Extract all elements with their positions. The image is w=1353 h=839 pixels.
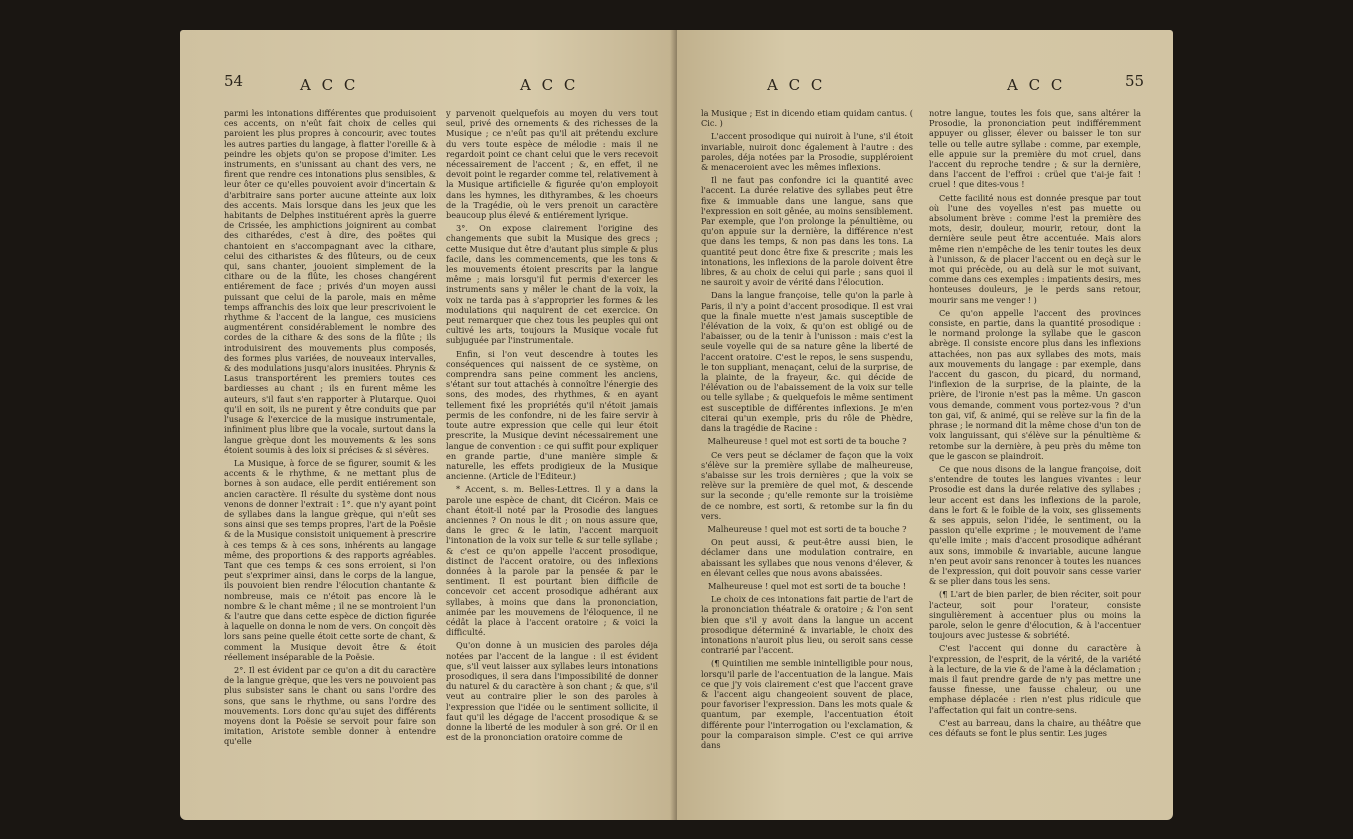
paragraph: parmi les intonations différentes que produisoient ces accents, on n'eût fait choix de celles qui paroient les plus propres à concourir, avec toutes les autres parties du langage, à flatter l'oreille & à peindre les objets qu'on se propose d'imiter. Les instruments, en s'unissant au chant des vers, ne firent que rendre ces intonations plus sensibles, & leur ôter ce qu'elles pouvoient avoir d'incertain & d'arbitraire sans porter aucune atteinte aux loix des accents. Mais lorsque dans les jeux que les habitants de Delphes instituérent après la guerre de Crissée, les amphictions joignirent au combat des citharédes, c'est à dire, des poëtes qui chantoient en s'accompagnant avec la cithare, celui des citharistes & des flûteurs, ou de ceux qui, sans chanter, jouoient simplement de la cithare ou de la flûte, les choses changérent entiérement de face ; privés d'un moyen aussi puissant que celui de la parole, mais en même temps affranchis des loix que leur prescrivoient le rhythme & l'accent de la langue, ces musiciens augmentérent considérablement le nombre des cordes de la cithare & des sons de la flûte ; ils introduisirent des mouvements plus composés, des formes plus variées, de nouveaux intervalles, & des modulations jusqu'alors inusitées. Phrynis & Lasus transportérent les premiers toutes ces bardiesses au chant ; ils en furent même les auteurs, s'il faut s'en rapporter à Plutarque. Quoi qu'il en soit, ils ne purent y être conduits que par l'usage & l'exercice de la musique instrumentale, infiniment plus libre que la vocale, surtout dans la langue grèque dont les mouvements & les sons étoient soumis à des loix si précises & si sévères. [224, 108, 436, 455]
paragraph: la Musique ; Est in dicendo etiam quidam cantus. ( Cic. ) [701, 108, 913, 129]
paragraph: notre langue, toutes les fois que, sans altérer la Prosodie, la prononciation peut indifféremment appuyer ou glisser, élever ou baisser le ton sur telle ou telle autre syllabe : comme, par exemple, elle appuie sur la première du mot cruel, dans l'accent du reproche tendre ; & sur la dernière, dans l'accent de l'effroi : crüel que t'ai-je fait ! cruel ! que dites-vous ! [929, 108, 1141, 190]
paragraph: Enfin, si l'on veut descendre à toutes les conséquences qui naissent de ce système, on comprendra sans peine comment les anciens, s'étant sur tout attachés à connoître l'énergie des sons, des modes, des rhythmes, & en ayant tellement fixé les propriétés qu'il n'étoit jamais permis de les confondre, ni de les faire servir à toute autre expression que celle qui leur étoit prescrite, la Musique devint nécessairement une langue de convention : ce qui suffit pour expliquer en grande partie, d'une manière simple & naturelle, les effets prodigieux de la Musique ancienne. (Article de l'Editeur.) [446, 348, 658, 482]
paragraph: Dans la langue françoise, telle qu'on la parle à Paris, il n'y a point d'accent prosodique. Il est vrai que la finale muette n'est jamais susceptible de l'élévation de la voix, & qu'on est obligé ou de l'abaisser, ou de la tenir à l'unisson : mais c'est la seule voyelle qui de sa nature gêne la liberté de l'accent oratoire. C'est le repos, le sens suspendu, le ton suppliant, menaçant, celui de la surprise, de la plainte, de la frayeur, &c. qui décide de l'élévation ou de l'abaissement de la voix sur telle ou telle syllabe ; & quelquefois le même sentiment est susceptible de différentes inflexions. Je m'en citerai qu'un exemple, pris du rôle de Phèdre, dans la tragédie de Racine : [701, 290, 913, 434]
text-column-1 [701, 108, 913, 808]
running-head: A C C [520, 76, 579, 94]
text-column-2 [929, 108, 1141, 808]
paragraph: L'accent prosodique qui nuiroit à l'une, s'il étoit invariable, nuiroit donc également à l'autre : des paroles, déja notées par la Prosodie, suppléroient & menaceroient avec les mêmes inflexions. [701, 131, 913, 173]
paragraph: La Musique, à force de se figurer, soumit & les accents & le rhythme, & ne mettant plus de bornes à son audace, elle perdit entiérement son ancien caractère. Il résulte du système dont nous venons de donner l'extrait : 1°. que n'y ayant point de syllabes dans la langue grèque, qui n'eût ses sons ainsi que ses temps propres, l'art de la Poësie & de la Musique consistoit uniquement à prescrire à ces temps & à ces sons, inhérents au langage même, des proportions & des rapports agréables. Tant que ces temps & ces sons erroient, si l'on peut s'exprimer ainsi, dans le corps de la langue, ils pouvoient bien rendre l'élocution chantante & nombreuse, mais ce n'étoit pas encore là le nombre & le chant même ; il ne se montroient l'un & l'autre que dans cette espèce de diction figurée à laquelle on donna le nom de vers. On conçoit dès lors sans peine quelle étoit cette sorte de chant, & comment la Musique devoit être & étoit réellement inséparable de la Poësie. [224, 457, 436, 662]
paragraph: Cette facilité nous est donnée presque par tout où l'une des voyelles n'est pas muette ou absolument brève : comme l'est la première des mots, desir, douleur, mourir, retour, dont la dernière seule peut être accentuée. Mais alors même rien n'empêche de les tenir toutes les deux à l'unisson, & de placer l'accent ou en deçà sur le mot qui précède, ou au delà sur le mot suivant, comme dans ces exemples : impatients desirs, mes honteuses douleurs, je le perds sans retour, mourir sans me venger ! ) [929, 192, 1141, 305]
paragraph: y parvenoit quelquefois au moyen du vers tout seul, privé des ornements & des richesses de la Musique ; ce n'eût pas qu'il ait prétendu exclure du vers toute espèce de mélodie : mais il ne regardoit point ce chant celui que le vers recevoit nécessairement de l'accent ; &, en effet, il ne devoit point le regarder comme tel, relativement à la Musique artificielle & figurée qu'on employoit dans les hymnes, les dithyrambes, & les choeurs de la Tragédie, où le vers prenoit un caractère beaucoup plus élevé & entiérement lyrique. [446, 108, 658, 221]
paragraph: C'est l'accent qui donne du caractère à l'expression, de l'esprit, de la vérité, de la variété à la lecture, de la vie & de l'ame à la déclamation ; mais il faut prendre garde de n'y pas mettre une fausse finesse, une fausse chaleur, ou une emphase déplacée : rien n'est plus ridicule que l'affectation qui fait un contre-sens. [929, 643, 1141, 715]
running-head: A C C [767, 76, 826, 94]
right-page [677, 30, 1173, 820]
text-column-2 [446, 108, 658, 808]
running-head: A C C [1007, 76, 1066, 94]
paragraph: Ce qu'on appelle l'accent des provinces consiste, en partie, dans la quantité prosodique : le normand prolonge la syllabe que le gascon abrège. Il consiste encore plus dans les inflexions attachées, non pas aux syllabes des mots, mais aux mouvements du langage : par exemple, dans l'accent du gascon, du picard, du normand, l'inflexion de la surprise, de la plainte, de la prière, de l'ironie n'est pas la même. Un gascon vous demande, comment vous portez-vous ? d'un ton gai, vif, & animé, qui se relève sur la fin de la phrase ; le normand dit la même chose d'un ton de voix languissant, qui s'élève sur la pénultième & retombe sur la dernière, à peu près du même ton que le gascon se plaindroit. [929, 307, 1141, 461]
paragraph: (¶ Quintilien me semble inintelligible pour nous, lorsqu'il parle de l'accentuation de la langue. Mais ce que j'y vois clairement c'est que l'accent grave & l'accent aigu changeoient souvent de place, pour favoriser l'expression. Dans les mots quale & quantum, par exemple, l'accentuation étoit différente pour l'interrogation ou l'exclamation, & pour la comparaison simple. C'est ce qui arrive dans [701, 658, 913, 750]
paragraph: (¶ L'art de bien parler, de bien réciter, soit pour l'acteur, soit pour l'orateur, consiste singulièrement à accentuer plus ou moins la parole, selon le genre d'élocution, & à l'accentuer toujours avec justesse & sobriété. [929, 589, 1141, 641]
verse-line: Malheureuse ! quel mot est sorti de ta bouche ? [707, 523, 907, 534]
paragraph: Il ne faut pas confondre ici la quantité avec l'accent. La durée relative des syllabes peut être fixe & immuable dans une langue, sans que l'expression en soit gênée, au moins sensiblement. Par exemple, que l'on prolonge la pénultième, ou qu'on appuie sur la dernière, la différence n'est que dans les temps, & non pas dans les tons. La quantité peut donc être fixe & prescrite ; mais les intonations, les inflexions de la parole doivent être libres, & au choix de celui qui parle ; sans quoi il ne sauroit y avoir de vérité dans l'élocution. [701, 175, 913, 288]
verse-line: Malheureuse ! quel mot est sorti de ta bouche ! [707, 580, 906, 591]
paragraph: Qu'on donne à un musicien des paroles déja notées par l'accent de la langue : il est évident que, s'il veut laisser aux syllabes leurs intonations prosodiques, il sera dans l'impossibilité de donner du naturel & du caractère à son chant ; & que, s'il veut au contraire plier le son des paroles à l'expression que l'idée ou le sentiment sollicite, il faut qu'il les dégage de l'accent prosodique & se donne la liberté de les moduler à son gré. Or il en est de la prononciation oratoire comme de [446, 640, 658, 743]
left-page [180, 30, 677, 820]
running-head: A C C [300, 76, 359, 94]
paragraph: 2°. Il est évident par ce qu'on a dit du caractère de la langue grèque, que les vers ne pouvoient pas plus subsister sans le chant ou sans l'ordre des sons, que sans le rhythme, ou sans l'ordre des mouvements. Lors donc qu'au sujet des différents moyens dont la Poësie se servoit pour faire son imitation, Aristote semble donner à entendre qu'elle [224, 664, 436, 747]
page-number: 55 [1125, 72, 1145, 90]
verse-line: Malheureuse ! quel mot est sorti de ta bouche ? [707, 436, 907, 447]
paragraph: 3°. On expose clairement l'origine des changements que subit la Musique des grecs ; cette Musique dut être d'autant plus simple & plus facile, dans les commencements, que les tons & les mouvements étoient prescrits par la langue même ; mais lorsqu'il fut permis d'exercer les instruments sans y mêler le chant de la voix, la voix ne tarda pas à s'approprier les formes & les modulations qui naquirent de cet exercice. On peut remarquer que chez tous les peuples qui ont cultivé les arts, toujours la Musique vocale fut subjuguée par l'instrumentale. [446, 223, 658, 346]
page-number: 54 [224, 72, 244, 90]
paragraph: Ce que nous disons de la langue françoise, doit s'entendre de toutes les langues vivantes : leur Prosodie est dans la durée relative des syllabes ; leur accent est dans les inflexions de la parole, dans le fort & le foible de la voix, ses glissements & ses appuis, selon l'idée, le sentiment, ou la passion qu'elle exprime ; le mouvement de l'ame qu'elle imite ; mais d'accent prosodique adhérant aux sons, immobile & invariable, aucune langue n'en peut avoir sans renoncer à toutes les nuances de l'expression, qui doit pouvoir sans cesse varier & se plier dans tous les sens. [929, 463, 1141, 587]
text-column-1 [224, 108, 436, 808]
paragraph: Le choix de ces intonations fait partie de l'art de la prononciation théatrale & oratoire ; & l'on sent bien que s'il y avoit dans la langue un accent prosodique déterminé & invariable, le choix des intonations n'auroit plus lieu, ou seroit sans cesse contrarié par l'accent. [701, 594, 913, 656]
paragraph: C'est au barreau, dans la chaire, au théâtre que ces défauts se font le plus sentir. Les juges [929, 717, 1141, 738]
paragraph: * Accent, s. m. Belles-Lettres. Il y a dans la parole une espèce de chant, dit Cicéron. Mais ce chant étoit-il noté par la Prosodie des langues anciennes ? On nous le dit ; on nous assure que, dans le grec & le latin, l'accent marquoit l'intonation de la voix sur telle & sur telle syllabe ; & c'est ce qu'on appelle l'accent prosodique, distinct de l'accent oratoire, ou des inflexions données à la parole par la pensée & par le sentiment. Il est pourtant bien difficile de concevoir cet accent prosodique adhérant aux syllabes, à moins que dans la prononciation, animée par les mouvemens de l'éloquence, il ne cédât la place à l'accent oratoire ; & voici la difficulté. [446, 484, 658, 638]
paragraph: Ce vers peut se déclamer de façon que la voix s'élève sur la première syllabe de malheureuse, s'abaisse sur les trois dernières ; que la voix se relève sur la première de quel mot, & descende sur la seconde ; qu'elle remonte sur la troisième de ce nombre, est sorti, & retombe sur la fin du vers. [701, 449, 913, 521]
paragraph: On peut aussi, & peut-être aussi bien, le déclamer dans une modulation contraire, en abaissant les syllabes que nous venons d'élever, & en élevant celles que nous avons abaissées. [701, 537, 913, 578]
